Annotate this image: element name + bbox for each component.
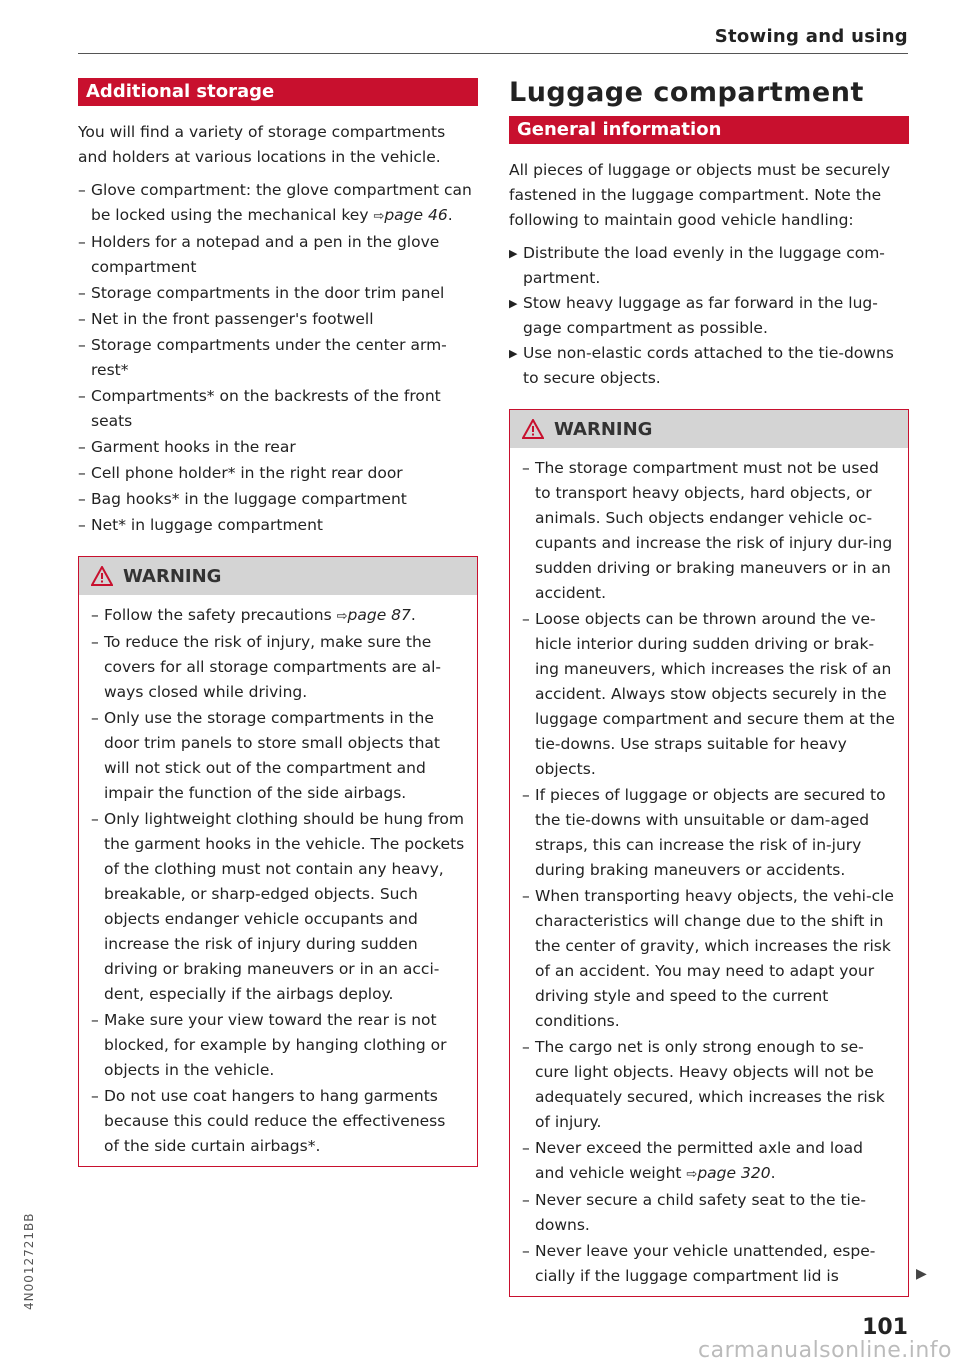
list-item: – Glove compartment: the glove compartment can be locked using the mechanical key ⇨page 46. [78, 181, 472, 224]
list-item: – Net in the front passenger's footwell [78, 310, 374, 328]
warning-item: – Follow the safety precautions ⇨page 87. [91, 606, 416, 624]
xref-arrow-icon: ⇨ [686, 1167, 698, 1182]
warning-label: WARNING [123, 565, 222, 587]
warning-item: – The storage compartment must not be used to transport heavy objects, hard objects, or animals. Such objects endanger vehicle oc-cupants and increase the risk of injury dur-ing sudden driving or braking maneuvers or in an accident. [522, 459, 893, 602]
warning-header [510, 410, 908, 448]
warning-triangle-icon [91, 566, 113, 586]
triangle-bullet-icon: ▶ [509, 347, 518, 360]
list-item: – Cell phone holder* in the right rear door [78, 464, 403, 482]
section-header: Stowing and using [714, 26, 908, 47]
page-link[interactable]: page 320 [697, 1164, 771, 1182]
xref-arrow-icon: ⇨ [336, 609, 348, 624]
step-item: ▶ Use non-elastic cords attached to the tie-downs to secure objects. [509, 341, 909, 391]
triangle-bullet-icon: ▶ [509, 297, 518, 310]
luggage-compartment-title: Luggage compartment [509, 77, 864, 108]
triangle-bullet-icon: ▶ [509, 247, 518, 260]
list-item: – Net* in luggage compartment [78, 516, 323, 534]
step-item: ▶ Distribute the load evenly in the luggage com-partment. [509, 241, 909, 291]
list-item: – Compartments* on the backrests of the front seats [78, 387, 441, 430]
warning-item: – Only use the storage compartments in the door trim panels to store small objects that will not stick out of the compartment and impair the function of the side airbags. [91, 709, 440, 802]
header-rule [78, 53, 908, 54]
warning-item: – The cargo net is only strong enough to se-cure light objects. Heavy objects will not be adequately secured, which increases the risk of injury. [522, 1038, 885, 1131]
warning-item: – To reduce the risk of injury, make sure the covers for all storage compartments are al-ways closed while driving. [91, 633, 441, 701]
warning-header [79, 557, 477, 595]
warning-box [78, 556, 478, 1167]
warning-item: – Do not use coat hangers to hang garments because this could reduce the effectiveness of the side curtain airbags*. [91, 1087, 446, 1155]
xref-arrow-icon: ⇨ [373, 209, 385, 224]
list-item: – Holders for a notepad and a pen in the glove compartment [78, 233, 440, 276]
warning-item: – Never exceed the permitted axle and load and vehicle weight ⇨page 320. [522, 1139, 864, 1182]
warning-item: – Never secure a child safety seat to the tie-downs. [522, 1191, 866, 1234]
warning-item: – Loose objects can be thrown around the ve-hicle interior during sudden driving or brak-ing maneuvers, which increases the risk of an accident. Always stow objects securely in the luggage compartment and secure them at the tie-downs. Use straps suitable for heavy objects. [522, 610, 895, 778]
general-information-heading: General information [509, 116, 909, 144]
storage-list [78, 178, 478, 538]
warning-item: – If pieces of luggage or objects are secured to the tie-downs with unsuitable or dam-aged straps, this can increase the risk of in-jury during braking maneuvers or accidents. [522, 786, 886, 879]
right-intro: All pieces of luggage or objects must be securely fastened in the luggage compartment. Note the following to maintain good vehicle handling: [509, 161, 891, 229]
warning-item: – Never leave your vehicle unattended, espe-cially if the luggage compartment lid is [522, 1242, 876, 1285]
left-column [78, 78, 478, 1167]
warning-item: – Make sure your view toward the rear is not blocked, for example by hanging clothing or objects in the vehicle. [91, 1011, 447, 1079]
steps-list [509, 241, 909, 391]
document-code: 4N0012721BB [22, 1212, 36, 1310]
page-number: 101 [862, 1315, 908, 1340]
warning-list [91, 603, 465, 1159]
left-intro: You will find a variety of storage compartments and holders at various locations in the vehicle. [78, 123, 446, 166]
list-item: – Bag hooks* in the luggage compartment [78, 490, 407, 508]
list-item: – Storage compartments under the center arm-rest* [78, 336, 447, 379]
watermark: carmanualsonline.info [698, 1338, 952, 1363]
page-link[interactable]: page 46 [384, 206, 448, 224]
page-link[interactable]: page 87 [347, 606, 411, 624]
list-item: – Garment hooks in the rear [78, 438, 296, 456]
right-column [509, 78, 909, 1297]
warning-triangle-icon [522, 419, 544, 439]
warning-item: – When transporting heavy objects, the vehi-cle characteristics will change due to the shift in the center of gravity, which increases the risk of an accident. You may need to adapt your driving style and speed to the current conditions. [522, 887, 894, 1030]
list-item: – Storage compartments in the door trim panel [78, 284, 445, 302]
warning-list [522, 456, 896, 1289]
warning-label: WARNING [554, 418, 653, 440]
step-item: ▶ Stow heavy luggage as far forward in the lug-gage compartment as possible. [509, 291, 909, 341]
warning-box [509, 409, 909, 1297]
additional-storage-heading: Additional storage [78, 78, 478, 106]
continued-arrow-icon: ▶ [916, 1266, 927, 1282]
warning-item: – Only lightweight clothing should be hung from the garment hooks in the vehicle. The pockets of the clothing must not contain any heavy, breakable, or sharp-edged objects. Such objects endanger vehicle occupants and increase the risk of injury during sudden driving or braking maneuvers or in an acci-dent, especially if the airbags deploy. [91, 810, 465, 1003]
